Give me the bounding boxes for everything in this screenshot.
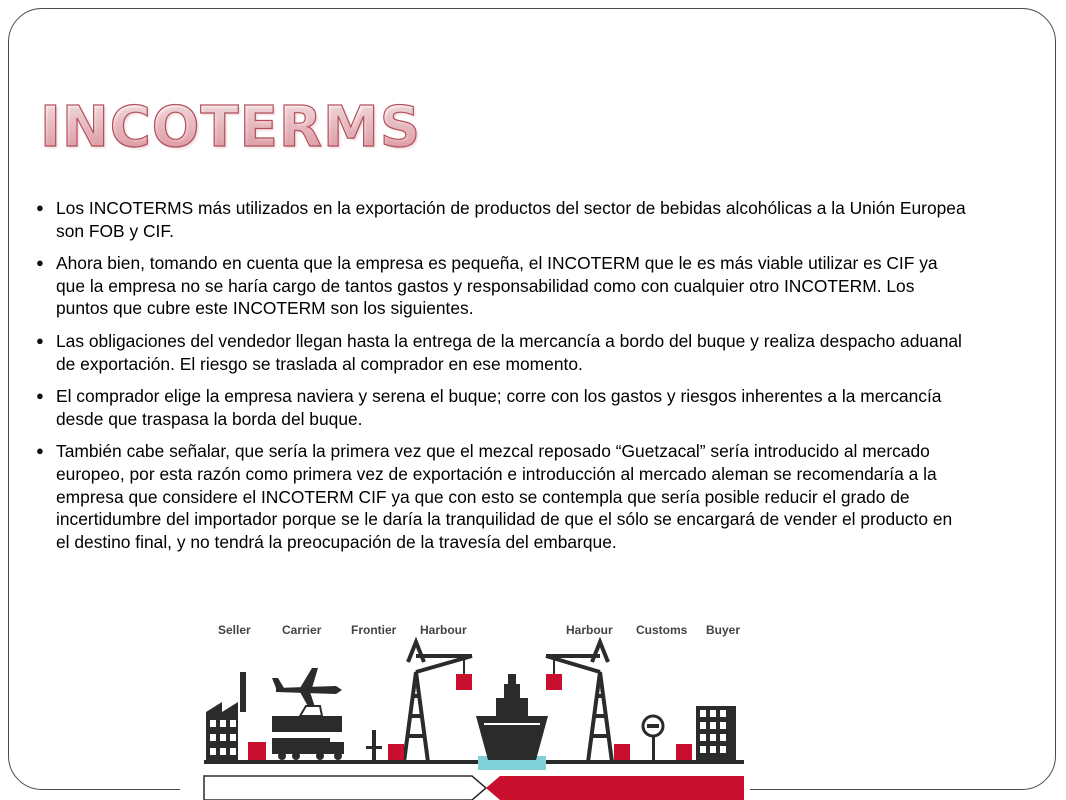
buyer-responsibility-arrow [486,776,744,800]
destination-crane-icon [546,642,612,762]
buyer-building-icon [676,706,736,762]
bullet-dot-icon: ● [36,255,44,271]
seller-responsibility-arrow [204,776,486,800]
bullet-item [36,330,966,375]
buyer-label: Buyer [706,623,741,637]
harbour-destination-label: Harbour [566,623,613,637]
origin-dock-cargo [388,744,404,760]
bullet-list [36,197,966,563]
responsibility-bar [204,776,744,800]
frontier-label: Frontier [351,623,397,637]
customs-label: Customs [636,623,688,637]
bullet-dot-icon: ● [36,388,44,404]
bullet-item [36,385,966,430]
ground-line [204,760,744,764]
destination-crane-cargo [546,674,562,690]
customs-sign-icon [643,716,663,762]
bullet-dot-icon: ● [36,443,44,459]
seller-label: Seller [218,623,251,637]
destination-dock-cargo [614,744,630,760]
bullet-dot-icon: ● [36,200,44,215]
bullet-text: Las obligaciones del vendedor llegan hasta la entrega de la mercancía a bordo del buque y realiza despacho aduanal de exportación. El riesgo se traslada al comprador en ese momento. [56,330,962,374]
bullet-text: También cabe señalar, que sería la primera vez que el mezcal reposado “Guetzacal” sería introducido al mercado europeo, por esta razón como primera vez de exportación e introducción al mercado aleman se recomendaría a la empresa que considere el INCOTERM CIF ya que con esto se contempla que sería posible reducir el grado de incertidumbre del importador porque se le daría la tranquilidad de que el sólo se encargará de vender el producto en el destino final, y no tendrá la preocupación de la travesía del embarque. [56,441,953,552]
ship-icon [476,674,548,760]
train-truck-icon [272,706,344,760]
airplane-icon [272,668,342,710]
bullet-dot-icon: ● [36,332,44,348]
factory-icon [206,672,266,762]
bullet-text: El comprador elige la empresa naviera y serena el buque; corre con los gastos y riesgos inherentes a la mercancía desde que traspasa la borda del buque. [56,386,942,429]
harbour-origin-label: Harbour [420,623,467,637]
bullet-item [36,440,966,553]
frontier-post-icon [366,730,382,762]
slide-title: INCOTERMS [40,95,422,160]
origin-crane-cargo [456,674,472,690]
incoterm-cif-diagram [196,616,756,800]
bullet-text: Ahora bien, tomando en cuenta que la empresa es pequeña, el INCOTERM que le es más viable utilizar es CIF ya que la empresa no se haría cargo de tantos gastos y responsabilidad como con cualquier otro INCOTERM. Los puntos que cubre este INCOTERM son los siguientes. [56,253,938,319]
bullet-item [36,252,966,320]
carrier-label: Carrier [282,623,322,637]
origin-crane-icon [404,642,472,762]
bullet-item [36,197,966,242]
bullet-text: Los INCOTERMS más utilizados en la exportación de productos del sector de bebidas alcohólicas a la Unión Europea son FOB y CIF. [56,198,966,241]
